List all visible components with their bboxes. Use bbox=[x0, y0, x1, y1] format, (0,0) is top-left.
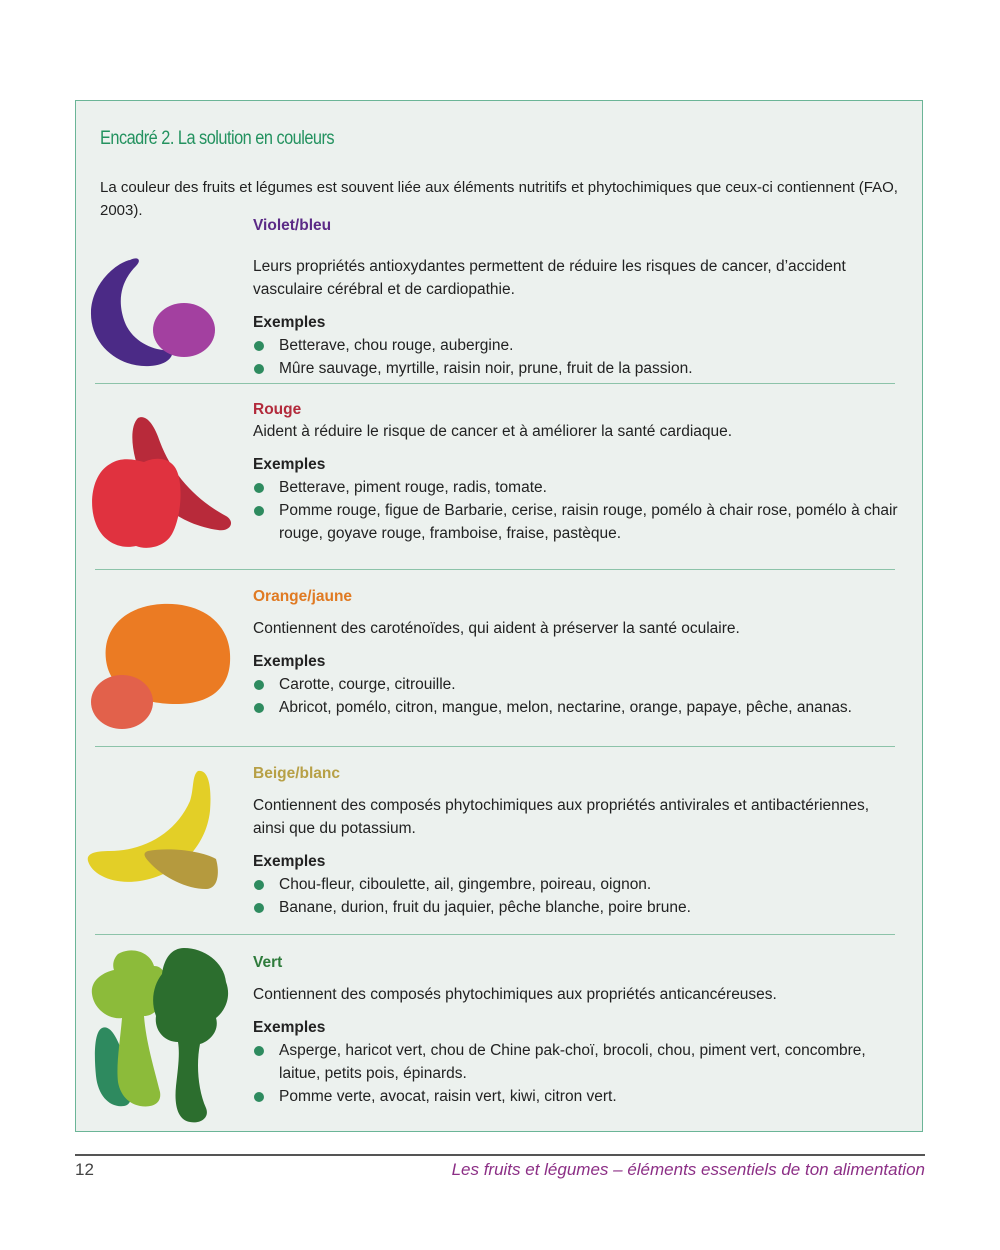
section-title: Violet/bleu bbox=[253, 217, 332, 234]
section-title: Orange/jaune bbox=[253, 588, 353, 605]
section-rouge bbox=[253, 400, 903, 545]
list-item: Asperge, haricot vert, chou de Chine pak-choï, brocoli, chou, piment vert, concombre, laitue, petits pois, épinards. bbox=[253, 1039, 903, 1085]
section-description: Contiennent des caroténoïdes, qui aident à préserver la santé oculaire. bbox=[253, 620, 740, 637]
banana-icon bbox=[86, 765, 226, 890]
divider bbox=[95, 569, 895, 570]
list-item: Abricot, pomélo, citron, mangue, melon, nectarine, orange, papaye, pêche, ananas. bbox=[253, 696, 903, 719]
orange-peach-icon bbox=[88, 600, 238, 732]
examples-label: Exemples bbox=[253, 853, 326, 870]
section-title: Vert bbox=[253, 954, 283, 971]
list-item: Chou-fleur, ciboulette, ail, gingembre, poireau, oignon. bbox=[253, 873, 903, 896]
examples-list bbox=[253, 673, 903, 719]
section-description: Aident à réduire le risque de cancer et à améliorer la santé cardiaque. bbox=[253, 423, 733, 440]
running-title: Les fruits et légumes – éléments essentiels de ton alimentation bbox=[451, 1160, 925, 1179]
box-intro: La couleur des fruits et légumes est souvent liée aux éléments nutritifs et phytochimiques que ceux-ci contiennent (FAO, 2003). bbox=[100, 179, 898, 219]
eggplant-plum-icon bbox=[88, 252, 223, 372]
list-item: Pomme rouge, figue de Barbarie, cerise, raisin rouge, pomélo à chair rose, pomélo à chair rouge, goyave rouge, framboise, fraise, pastèque. bbox=[253, 499, 903, 545]
section-vert bbox=[253, 953, 903, 1108]
examples-label: Exemples bbox=[253, 653, 326, 670]
list-item: Banane, durion, fruit du jaquier, pêche blanche, poire brune. bbox=[253, 896, 903, 919]
broccoli-spinach-icon bbox=[88, 946, 233, 1124]
examples-list bbox=[253, 873, 903, 919]
section-title: Beige/blanc bbox=[253, 765, 340, 782]
examples-label: Exemples bbox=[253, 1019, 326, 1036]
section-orange bbox=[253, 587, 903, 719]
examples-list bbox=[253, 1039, 903, 1108]
examples-label: Exemples bbox=[253, 456, 326, 473]
pepper-chili-icon bbox=[88, 412, 238, 552]
section-violet bbox=[253, 216, 903, 380]
section-description: Contiennent des composés phytochimiques aux propriétés anticancéreuses. bbox=[253, 986, 777, 1003]
list-item: Carotte, courge, citrouille. bbox=[253, 673, 903, 696]
section-title: Rouge bbox=[253, 401, 302, 418]
section-description: Leurs propriétés antioxydantes permettent de réduire les risques de cancer, d’accident vasculaire cérébral et de cardiopathie. bbox=[253, 258, 846, 298]
list-item: Pomme verte, avocat, raisin vert, kiwi, citron vert. bbox=[253, 1085, 903, 1108]
examples-list bbox=[253, 476, 903, 545]
list-item: Betterave, piment rouge, radis, tomate. bbox=[253, 476, 903, 499]
divider bbox=[95, 383, 895, 384]
footer-rule bbox=[75, 1154, 925, 1156]
list-item: Betterave, chou rouge, aubergine. bbox=[253, 334, 903, 357]
page-number: 12 bbox=[75, 1160, 94, 1179]
box-title: Encadré 2. La solution en couleurs bbox=[100, 128, 335, 149]
examples-list bbox=[253, 334, 903, 380]
divider bbox=[95, 934, 895, 935]
list-item: Mûre sauvage, myrtille, raisin noir, prune, fruit de la passion. bbox=[253, 357, 903, 380]
examples-label: Exemples bbox=[253, 314, 326, 331]
divider bbox=[95, 746, 895, 747]
section-description: Contiennent des composés phytochimiques aux propriétés antivirales et antibactériennes, ainsi que du potassium. bbox=[253, 797, 870, 837]
section-beige bbox=[253, 764, 903, 919]
